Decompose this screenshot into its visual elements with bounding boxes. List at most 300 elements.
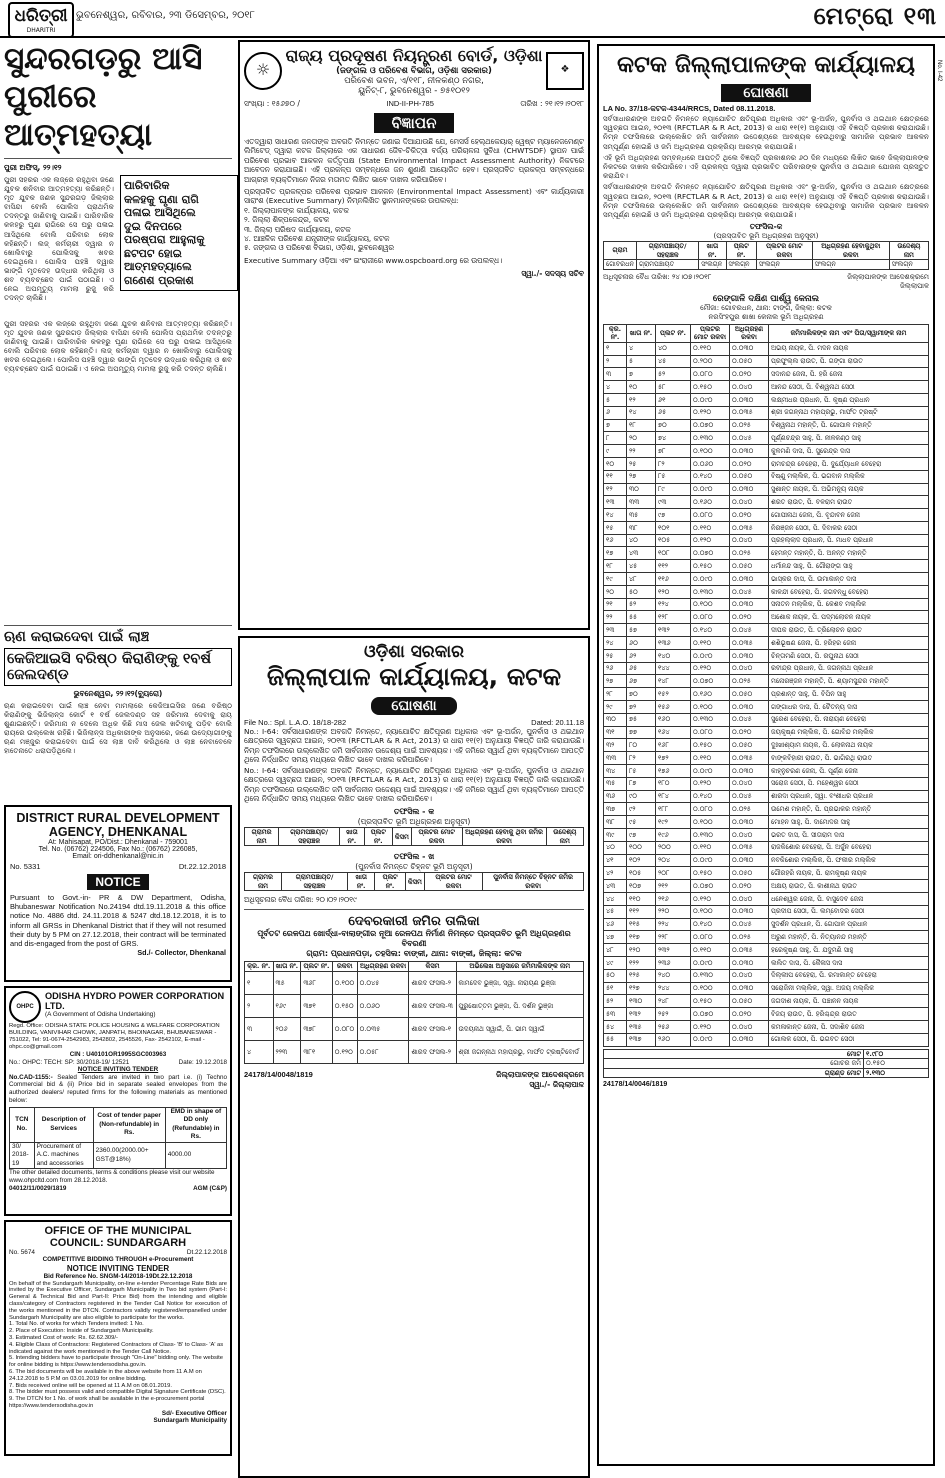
land-cell: ୪୩ — [604, 880, 627, 893]
cc-a-th-3: ଖାତା ନଂ. — [340, 828, 365, 846]
ohpc-th-desc: Description of Services — [34, 1107, 93, 1142]
land-cell: ୧୩୬ — [656, 637, 691, 650]
ohpc-th-cost: Cost of tender paper (Non-refundable) in Rs. — [93, 1107, 165, 1142]
ospcb-address-2: ୟୁନିଟ୍-୮, ଭୁବନେଶ୍ୱର - ୭୫୧୦୧୨ — [358, 86, 470, 96]
land-cell: ୦.୦୨୦ — [730, 880, 769, 893]
municipal-point-6: 6. The bid documents will be available in the above website from 11 A.M on 24.12.2018 to 5 P.M on 03.01.2019 for online bidding. — [9, 1368, 202, 1382]
ohpc-footer: The other detailed documents, terms & conditions please visit our website www.ohpcltd.com from 28.12.2018. — [9, 1169, 215, 1185]
lead-body: ପୁରୀ ସହରର ଏକ ଲଜ୍‌ରେ ରହୁଥିବା ଜଣେ ଯୁବକ ଶନିବାର ଆତ୍ମହତ୍ୟା କରିଛନ୍ତି। ମୃତ ଯୁବକ ଜଣକ ସୁନ୍ଦରଗଡ଼ ଜିଲ୍ଲାର ବାସିନ୍ଦା ବୋଲି ପୋଲିସ ପ୍ରାଥମିକ ତଦନ୍ତରୁ ଜାଣିବାକୁ ପାଇଛି। ପାରିବାରିକ କଳହରୁ ଘୃଣା ରାଗିରେ ସେ ଘରୁ ପଳାଇ ଆସିଥିଲେ ବୋଲି ପରିବାର ଲୋକ କହିଛନ୍ତି। ଲଜ୍ କର୍ମଚାରୀ ଦ୍ୱାର ନ ଖୋଲିବାରୁ ପୋଲିସକୁ ଖବର ଦେଇଥିଲେ। ପୋଲିସ ପହଞ୍ଚି ଦ୍ୱାର ଭାଙ୍ଗି ମୃତଦେହ ଉଦ୍ଧାର କରିଥିଲା ଓ ଶବ ବ୍ୟବଚ୍ଛେଦ ପାଇଁ ପଠାଇଛି। ଏ ନେଇ ଅପମୃତ୍ୟୁ ମାମଲା ରୁଜୁ କରି ତଦନ୍ତ ଚାଲିଛି। — [4, 319, 232, 374]
land-cell: ୦.୦୪୫ — [730, 624, 769, 637]
cc-b-th-3: ଖାତା ନଂ. — [348, 873, 375, 891]
railway-cell: ୦.୧୫୦ — [332, 994, 357, 1017]
ospcb-sign: ସ୍ୱା./- ସଦସ୍ୟ ସଚିବ — [521, 269, 584, 279]
land-cell: ୨୫ — [604, 649, 627, 662]
ospcb-body: ଏତଦ୍ୱାରା ସାଧାରଣ ଜନତାଙ୍କ ଅବଗତି ନିମନ୍ତେ ଜଣାଇ ଦିଆଯାଉଛି ଯେ, ମେସର୍ସ ହେଲ୍ଥକେୟାର୍ ୱେଷ୍ଟ ମ୍ୟାନେଜମେଣ୍ଟ ଲିମିଟେଡ୍ ଦ୍ୱାରା କଟକ ଜିଲ୍ଲାରେ ଏକ ସାଧାରଣ ଜୈବ-ଚିକିତ୍ସା ବର୍ଜ୍ୟ ପରିଚାଳନା ସୁବିଧା (CHWTSDF) ସ୍ଥାପନ ପାଇଁ ପରିବେଶ ପ୍ରଭାବ ଆକଳନ କର୍ତ୍ତୃପକ୍ଷ (State Environmental Impact Assessment Authority) ନିକଟରେ ଆବେଦନ କରାଯାଇଛି। ଏହି ପ୍ରକଳ୍ପ ସମ୍ବନ୍ଧରେ ଜନ ଶୁଣାଣି ଆୟୋଜିତ ହେବ। ପ୍ରସ୍ତାବିତ ପ୍ରକଳ୍ପ ସମ୍ବନ୍ଧରେ ଆଗ୍ରହୀ ବ୍ୟକ୍ତିମାନେ ନିଜର ମତାମତ ଲିଖିତ ଭାବେ ଦାଖଲ କରିପାରିବେ। — [244, 137, 584, 184]
land-cell: ୨୫୨ — [656, 1008, 691, 1021]
land-cell: ୧୧୦ — [627, 893, 656, 906]
ospcb-list-3: ୩. ଜିଲ୍ଲା ପରିଷଦ କାର୍ଯ୍ୟାଳୟ, କଟକ — [244, 224, 351, 234]
land-cell: ୨୬୦ — [656, 1033, 691, 1046]
land-cell: ରବୀନ୍ଦ୍ର ପ୍ରଧାନ, ପି. ଜଗନ୍ନାଥ ପ୍ରଧାନ — [769, 662, 929, 675]
land-cell: ୧୨୦ — [627, 944, 656, 957]
land-cell: ମୋହନ ସାହୁ, ପି. ଦାମୋଦର ସାହୁ — [769, 816, 929, 829]
land-cell: ନବକିଶୋର ମଲ୍ଲିକ, ପି. ଫକୀର ମଲ୍ଲିକ — [769, 854, 929, 867]
land-row — [604, 432, 929, 445]
land-cell: ୨୩ — [604, 624, 627, 637]
land-cell: ୨୨୦ — [656, 905, 691, 918]
land-cell: ୧୫୨ — [656, 688, 691, 701]
cc-a-th-4: ପ୍ଲଟ ନଂ. — [364, 828, 392, 846]
cc-sign-2: ସ୍ୱା./- ଜିଲ୍ଲାପାଳ — [529, 1079, 584, 1089]
land-cell: ୧୮୪ — [656, 790, 691, 803]
land-cell: ୧୩ — [604, 496, 627, 509]
land-cell: ଅଶୋକ ନାୟକ, ପି. ପଦ୍ମଲୋଚନ ନାୟକ — [769, 611, 929, 624]
cc-body-repeat: No.: I-64: ସର୍ବସାଧାରଣଙ୍କ ଅବଗତି ନିମନ୍ତେ, ନ୍ୟାଯୋଚିତ କ୍ଷତିପୂରଣ ଅଧିକାର ଏବଂ ଭୂ-ଅର୍ଜନ, ପୁନର୍ବାସ ଓ ଥଇଥାନ କ୍ଷେତ୍ରରେ ସ୍ୱଚ୍ଛତା ଆଇନ, ୨୦୧୩ (RFCTLAR & R Act, 2013) ର ଧାରା ୧୧(୧) ଅନୁଯାୟୀ ବିଜ୍ଞପ୍ତି ଜାରି କରାଯାଉଛି। ନିମ୍ନ ତଫସିଲରେ ଉଲ୍ଲେଖିତ ଜମି ସାର୍ବଜନୀନ ଉଦ୍ଦେଶ୍ୟ ପାଇଁ ଆବଶ୍ୟକ। ଏହି ଜମିରେ ସ୍ୱାର୍ଥ ଥିବା ବ୍ୟକ୍ତିମାନେ ଆପତ୍ତି ଥିଲେ ନିର୍ଦ୍ଧାରିତ ସମୟ ମଧ୍ୟରେ ଲିଖିତ ଭାବେ ଦାଖଲ କରିପାରିବେ। — [244, 766, 584, 804]
land-cell: ୦.୦୩୫ — [730, 637, 769, 650]
land-cell: ୧୬୮ — [656, 739, 691, 752]
cr-m-th-1: କ୍ର. ନଂ. — [604, 324, 627, 342]
land-cell: ୮୭ — [627, 777, 656, 790]
land-cell: ୦.୦୪୦ — [730, 381, 769, 394]
ohpc-cad: No.CAD-1155:- — [9, 1073, 53, 1081]
land-cell: ୨୮ — [604, 688, 627, 701]
ospcb-sub: (ଜଙ୍ଗଲ ଓ ପରିବେଶ ବିଭାଗ, ଓଡ଼ିଶା ସରକାର) — [336, 66, 492, 76]
railway-cell: ଉଦୟନାଥ ସ୍ୱାଇଁ, ପି. ଭୀମ ସ୍ୱାଇଁ — [456, 1017, 583, 1040]
cc-railway-sub: ପୂର୍ବତଟ ରେଳପଥ ଖୋର୍ଦ୍ଧା-ବାଲାଙ୍ଗୀର ନୂଆ ରେଳପଥ ନିର୍ମାଣ ନିମନ୍ତେ ପ୍ରସ୍ତାବିତ ଭୂମି ଅଧିଗ୍ରହଣର ବିବରଣୀ — [257, 929, 571, 949]
land-cell: ୦.୦୩୦ — [730, 854, 769, 867]
railway-cell: ୦.୧୦୦ — [332, 971, 357, 994]
land-cell: କାଳନ୍ଦୀ ବେହେରା, ପି. ଜଗବନ୍ଧୁ ବେହେରା — [769, 585, 929, 598]
land-cell: ୦.୦୯୦ — [691, 573, 730, 586]
land-row — [604, 611, 929, 624]
land-cell: ୦.୦୭୦ — [691, 880, 730, 893]
second-body: ଋଣ କରାଇଦେବା ପାଇଁ ଲାଞ୍ଚ ନେବା ମାମଲାରେ କେଜିଆଇସିର ଜଣେ ବରିଷ୍ଠ କିରାଣିଙ୍କୁ ଭିଜିଲାନ୍ସ କୋର୍ଟ ୧ ବର୍ଷ ଜେଲଦଣ୍ଡ ସହ ଜରିମାନା ଦେବାକୁ ରାୟ ଶୁଣାଇଛନ୍ତି। ଜରିମାନା ନ ଦେଲେ ଅଧିକ କିଛି ମାସ ଜେଲ ଖଟିବାକୁ ପଡ଼ିବ ବୋଲି ରାୟରେ ଉଲ୍ଲେଖ ରହିଛି। ଭିଜିଲାନ୍ସ ଅଧିକାରୀଙ୍କ ଅନୁସାରେ, ଜଣେ ଉଦ୍ୟୋଗୀଙ୍କୁ ଋଣ ମଞ୍ଜୁର କରାଇଦେବା ପାଇଁ ସେ ଲାଞ୍ଚ ଦାବି କରିଥିଲେ ଓ ଲାଞ୍ଚ ନେବାବେଳେ ହାତେନାତେ ଧରାପଡ଼ିଥିଲେ। — [4, 701, 232, 756]
municipal-point-3: 3. Estimated Cost of work: Rs. 62.62.309/- — [9, 1334, 118, 1341]
brand-name: ଧରିତ୍ରୀ — [14, 6, 68, 26]
land-cell: ୧୧୬ — [656, 573, 691, 586]
ohpc-title: ODISHA HYDRO POWER CORPORATION LTD. — [45, 991, 225, 1011]
land-cell: ୦.୦୯୦ — [691, 956, 730, 969]
land-cell: ୩୩ — [604, 752, 627, 765]
municipal-title-2: COUNCIL: SUNDARGARH — [49, 1237, 187, 1249]
land-cell: ୯ — [604, 445, 627, 458]
land-cell: ଲକ୍ଷ୍ମୀଧର ପ୍ରଧାନ, ପି. କୃଷ୍ଣ ପ୍ରଧାନ — [769, 393, 929, 406]
land-cell: ୦.୧୬୦ — [691, 496, 730, 509]
land-cell: ୦.୦୪୦ — [730, 534, 769, 547]
land-cell: ୦.୧୫୦ — [691, 381, 730, 394]
cc-tafsil-a: ତଫସିଲ - କ — [393, 807, 435, 817]
land-cell: ଧର୍ମାନନ୍ଦ ସାହୁ, ପି. ଗୌରାଙ୍ଗ ସାହୁ — [769, 560, 929, 573]
land-row — [604, 585, 929, 598]
sidebar-line-1: ପାରିବାରିକ — [124, 179, 170, 192]
land-cell: ୩୮ — [627, 521, 656, 534]
land-cell: ୦.୦୫୦ — [730, 355, 769, 368]
land-cell: ୦.୦୪୦ — [730, 1020, 769, 1033]
land-cell: ୧୭ — [604, 547, 627, 560]
railway-cell: ଶାରଦ ଫସଲ-୩ — [409, 994, 456, 1017]
land-cell: ୦.୧୨୦ — [691, 777, 730, 790]
lead-body-top: ପୁରୀ ସହରର ଏକ ଲଜ୍‌ରେ ରହୁଥିବା ଜଣେ ଯୁବକ ଶନିବାର ଆତ୍ମହତ୍ୟା କରିଛନ୍ତି। ମୃତ ଯୁବକ ଜଣକ ସୁନ୍ଦରଗଡ଼ ଜିଲ୍ଲାର ବାସିନ୍ଦା ବୋଲି ପୋଲିସ ପ୍ରାଥମିକ ତଦନ୍ତରୁ ଜାଣିବାକୁ ପାଇଛି। ପାରିବାରିକ କଳହରୁ ଘୃଣା ରାଗିରେ ସେ ଘରୁ ପଳାଇ ଆସିଥିଲେ ବୋଲି ପରିବାର ଲୋକ କହିଛନ୍ତି। ଲଜ୍ କର୍ମଚାରୀ ଦ୍ୱାର ନ ଖୋଲିବାରୁ ପୋଲିସକୁ ଖବର ଦେଇଥିଲେ। ପୋଲିସ ପହଞ୍ଚି ଦ୍ୱାର ଭାଙ୍ଗି ମୃତଦେହ ଉଦ୍ଧାର କରିଥିଲା ଓ ଶବ ବ୍ୟବଚ୍ଛେଦ ପାଇଁ ପଠାଇଛି। ଏ ନେଇ ଅପମୃତ୍ୟୁ ମାମଲା ରୁଜୁ କରି ତଦନ୍ତ ଚାଲିଛି। — [4, 175, 114, 303]
land-cell: ୧୨ — [627, 393, 656, 406]
land-cell: ୧୪୮ — [656, 675, 691, 688]
land-cell: ୦.୧୫୦ — [691, 867, 730, 880]
land-cell: ୦.୧୧୦ — [691, 521, 730, 534]
ohpc-sub: (A Government of Odisha Undertaking) — [45, 1011, 156, 1018]
cr-s-th-3: ଖାତା ନଂ. — [699, 242, 726, 260]
railway-cell: ୦.୦୫୮ — [357, 1040, 409, 1063]
land-cell: ୮୯ — [656, 483, 691, 496]
cr-tafsil: ତଫସିଲ-କ — [749, 222, 783, 232]
drda-notice — [4, 805, 232, 982]
municipal-sub: COMPETITIVE BIDDING THROUGH e-Procurement — [42, 1256, 194, 1263]
land-cell: ୭ — [627, 368, 656, 381]
land-cell: ୦.୧୨୦ — [691, 662, 730, 675]
land-cell: ୧୭୬ — [656, 765, 691, 778]
land-cell: ୦.୦୩୦ — [730, 905, 769, 918]
land-cell: ୨୦୪ — [656, 854, 691, 867]
cc-a-th-2: ଗ୍ରାମପଞ୍ଚାୟତ/ ସହରାଞ୍ଚଳ — [279, 828, 340, 846]
municipal-body: On behalf of the Sundargarh Municipality, on-line e-tender Percentage Rate Bids are invited by the Executive Officer, Sundargarh Municipality in Two bid system (Part-I: General & Technical Bid and Part-II: Price Bid) from the intending and eligible class/category of Contractors registered in the Tender Call Notice for execution of the works mentioned in the DTCN. Contractors validly registered/empanelled under Sundargarh Municipality are also eligible to participate for the works. — [9, 1280, 227, 1321]
railway-cell: ଶାରଦ ଫସଲ-୨ — [409, 971, 456, 994]
land-cell: ୦.୦୩୦ — [730, 701, 769, 714]
cc-r-th-5: ଅଧିଗ୍ରହଣ ରକବା — [357, 962, 409, 972]
ospcb-list-5: ୫. ଜଙ୍ଗଲ ଓ ପରିବେଶ ବିଭାଗ, ଓଡ଼ିଶା, ଭୁବନେଶ୍ୱର — [244, 243, 394, 253]
land-cell: ରାଜକିଶୋର ବେହେରା, ପି. ଅର୍ଜୁନ ବେହେରା — [769, 841, 929, 854]
railway-cell: ଶ୍ରୀ ଜଗନ୍ନାଥ ମହାପ୍ରଭୁ, ମାର୍ଫତ ଟ୍ରଷ୍ଟିବୋର୍ଡ — [456, 1040, 583, 1063]
land-cell: ୧୦୨ — [627, 854, 656, 867]
land-row — [604, 406, 929, 419]
land-cell: ୩୮ — [604, 816, 627, 829]
land-cell: ଭରତ ଦାସ, ପି. ସୀତାରାମ ଦାସ — [769, 829, 929, 842]
land-cell: ୦.୧୦୦ — [691, 816, 730, 829]
ohpc-td-emd: 4000.00 — [165, 1142, 226, 1169]
land-row — [604, 419, 929, 432]
land-cell: ୨୬ — [604, 662, 627, 675]
cc-a-th-1: ଗ୍ରାମର ନାମ — [245, 828, 279, 846]
land-row — [604, 509, 929, 522]
land-cell: ୦.୦୪୦ — [730, 893, 769, 906]
land-cell: ୦.୦୩୫ — [730, 406, 769, 419]
municipal-sign-2: Sundargarh Municipality — [153, 1416, 227, 1424]
land-cell: ୨୦୦ — [656, 841, 691, 854]
land-row — [604, 765, 929, 778]
land-cell: ୩୦ — [627, 483, 656, 496]
cr-valid-date: ଅଧିସୂଚନାର ବୈଧ ତାରିଖ: ୨୪।୦୭।୨୦୧୮ — [603, 272, 712, 281]
railway-cell: ପୁରୁଷୋତ୍ତମ ଭୁଞ୍ଜା, ପି. ଦର୍ଶନ ଭୁଞ୍ଜା — [456, 994, 583, 1017]
ohpc-regd: Regd. Office: ODISHA STATE POLICE HOUSING & WELFARE CORPORATION BUILDING, VANIVIHAR CHOWK, JANPATH, BHOINAGAR, BHUBANESWAR - 751022, Tel: 91-0674-2542983, 2542802, 2545526, Fax- 2542102, E-mail - ohpc.co@gmail.com — [9, 1023, 220, 1050]
land-cell: ୪ — [604, 381, 627, 394]
ospcb-label: ବିଜ୍ଞାପନ — [374, 113, 455, 133]
land-cell: ୪୮ — [604, 944, 627, 957]
land-cell: ୦.୦୭୦ — [691, 419, 730, 432]
land-cell: ବାଙ୍କବିହାରୀ ରାଉତ, ପି. ଭାଗିରଥି ରାଉତ — [769, 752, 929, 765]
land-cell: ୫୫ — [604, 1033, 627, 1046]
land-cell: ୩୫ — [604, 777, 627, 790]
land-cell: ୮୨ — [656, 457, 691, 470]
land-cell: ୦.୦୫୦ — [730, 739, 769, 752]
sidebar-line-3: ପଳାଇ ଆସିଥିଲେ — [124, 206, 196, 219]
land-cell: ୦.୦୩୦ — [730, 573, 769, 586]
land-cell: ୫୫ — [627, 611, 656, 624]
sidebar-line-8: ଗଣେଶ ପ୍ରକାଶ — [124, 273, 194, 287]
land-cell: ୫୩ — [604, 1008, 627, 1021]
cc-r-th-3: ପ୍ଲଟ ନଂ. — [301, 962, 332, 972]
ohpc-code: 04012/11/0029/1819 — [9, 1184, 67, 1192]
land-cell: ୦.୦୭୦ — [691, 1008, 730, 1021]
ospcb-memo: ସଂଖ୍ୟା : ୧୫୬୭୦ / — [244, 99, 300, 108]
cc-tafsil-b: ତଫସିଲ - ଖ — [393, 852, 435, 862]
land-row — [604, 560, 929, 573]
cc-title: ଜିଲ୍ଲାପାଳ କାର୍ଯ୍ୟାଳୟ, କଟକ — [266, 662, 562, 691]
cc-r-th-6: କିସମ — [409, 962, 456, 972]
center-column — [238, 40, 590, 1470]
land-row — [604, 854, 929, 867]
land-cell: ୫ — [604, 393, 627, 406]
land-cell: ୦.୦୨୫ — [730, 931, 769, 944]
land-cell: ୧୮୮ — [656, 803, 691, 816]
municipal-no: No. 5674 — [9, 1249, 35, 1256]
land-cell: ୦.୦୨୫ — [730, 419, 769, 432]
land-row — [604, 880, 929, 893]
land-row — [604, 829, 929, 842]
land-cell: ୦.୧୩୦ — [691, 585, 730, 598]
land-cell: ୨୦ — [627, 432, 656, 445]
land-cell: ଶ୍ରୀ ଜଗନ୍ନାଥ ମହାପ୍ରଭୁ, ମାର୍ଫତ ଟ୍ରଷ୍ଟି — [769, 406, 929, 419]
land-cell: ୭୮ — [656, 445, 691, 458]
drda-sign: Sd./- Collector, Dhenkanal — [137, 948, 226, 958]
land-cell: ୧୯ — [604, 573, 627, 586]
cr-s-td-1: ଗୋବରଧନ — [604, 260, 637, 270]
municipal-sign-1: Sd/- Executive Officer — [161, 1409, 227, 1417]
cc-a-th-8: ଉଦ୍ଦେଶ୍ୟ ନାମ — [546, 828, 583, 846]
cr-sign-2: ଜିଲ୍ଲାପାଳ — [899, 281, 929, 290]
land-cell: ୨୧ — [604, 598, 627, 611]
land-cell: ୧୯୨ — [656, 816, 691, 829]
cr-project-place: ମୌଜା: ଗୋବରଧନ, ଥାନା: ଟାଙ୍ଗି, ଜିଲ୍ଲା: କଟକ — [700, 303, 832, 312]
land-row — [604, 547, 929, 560]
land-cell: ଜୟକୃଷ୍ଣ ମଲ୍ଲିକ, ପି. ଗୋବିନ୍ଦ ମଲ୍ଲିକ — [769, 726, 929, 739]
cc-a-th-7: ଅଧିଗ୍ରହଣ ହେବାକୁ ଥିବା ଜମିର ରକବା — [462, 828, 546, 846]
railway-cell: ୨୦୬ — [273, 1017, 301, 1040]
land-cell: ୨୨୪ — [656, 918, 691, 931]
land-cell: ୦.୦୫୦ — [730, 995, 769, 1008]
land-cell: ୫୨ — [656, 368, 691, 381]
land-cell: ୦.୦୨୫ — [730, 675, 769, 688]
land-cell: ୮୦ — [627, 739, 656, 752]
railway-cell: ୦.୦୩୫ — [357, 1017, 409, 1040]
land-cell: ୩୬ — [604, 790, 627, 803]
railway-cell: ୨ — [245, 994, 274, 1017]
drda-phone: Tel. No. (06762) 224506, Fax No.: (06762) 226085, — [38, 846, 198, 853]
land-cell: ୨୯ — [604, 701, 627, 714]
land-cell: ପ୍ରଶାନ୍ତ ସାହୁ, ପି. ବିପିନ ସାହୁ — [769, 688, 929, 701]
railway-cell: ୩୫ — [273, 971, 301, 994]
land-cell: ୧୩୨ — [627, 1008, 656, 1021]
cr-s-td-7: ସଂଲଗ୍ନ — [889, 260, 928, 270]
land-cell: ୫ — [627, 355, 656, 368]
land-cell: ୨ — [604, 355, 627, 368]
land-cell: ୦.୧୨୦ — [691, 1020, 730, 1033]
land-cell: ୧୮ — [627, 419, 656, 432]
land-cell: ୨୭ — [604, 675, 627, 688]
land-cell: ୨୪୪ — [656, 982, 691, 995]
land-row — [604, 790, 929, 803]
cc-r-th-1: କ୍ର. ନଂ. — [245, 962, 274, 972]
land-cell: ୧୮ — [604, 560, 627, 573]
land-cell: ପ୍ରହଲ୍ଲାଦ ପ୍ରଧାନ, ପି. ମାଧବ ପ୍ରଧାନ — [769, 534, 929, 547]
land-cell: ୧୩୭ — [627, 1033, 656, 1046]
land-cell: ୨୨୮ — [656, 931, 691, 944]
land-cell: ୦.୧୦୦ — [691, 701, 730, 714]
cc-r-th-2: ଖାତା ନଂ. — [273, 962, 301, 972]
cr-title: କଟକ ଜିଲ୍ଲାପାଳଙ୍କ କାର୍ଯ୍ୟାଳୟ — [617, 52, 915, 78]
land-cell: ୧୬୦ — [656, 713, 691, 726]
land-cell: ୧୩୦ — [627, 995, 656, 1008]
ospcb-notice — [238, 40, 590, 630]
land-cell: ୦.୧୫୦ — [691, 560, 730, 573]
land-row — [604, 713, 929, 726]
land-cell: ୦.୦୯୦ — [691, 483, 730, 496]
land-cell: ୦.୦୪୫ — [730, 432, 769, 445]
railway-cell: ୨୨୩ — [273, 1040, 301, 1063]
cc-sign-1: ଜିଲ୍ଲାପାଳଙ୍କ ଆଦେଶକ୍ରମେ — [496, 1069, 584, 1079]
newspaper-logo — [8, 2, 74, 38]
land-cell: ୧୦୦ — [627, 841, 656, 854]
land-cell: କାହ୍ନୁଚରଣ ଜେନା, ପି. ପୂର୍ଣ୍ଣ ଜେନା — [769, 765, 929, 778]
sidebar-line-6: ଛଟପଟ ହୋଇ — [124, 246, 182, 260]
land-cell: ୧୦୭ — [627, 880, 656, 893]
land-cell: ଦିଲ୍ଲୀପ ବେହେରା, ପି. ରମାକାନ୍ତ ବେହେରା — [769, 969, 929, 982]
land-row — [604, 867, 929, 880]
land-cell: ୧୦୫ — [656, 534, 691, 547]
land-cell: ୧୬ — [604, 534, 627, 547]
ohpc-date: Date: 19.12.2018 — [178, 1058, 227, 1066]
ospcb-emblem-icon: ❖ — [546, 52, 584, 90]
land-row — [604, 982, 929, 995]
land-cell: ଆନନ୍ଦ ସେଠୀ, ପି. ବିଶ୍ୱନାଥ ସେଠୀ — [769, 381, 929, 394]
land-row — [604, 701, 929, 714]
land-row — [604, 777, 929, 790]
ospcb-list-4: ୪. ଆଞ୍ଚଳିକ ପରିବେଶ ଯନ୍ତ୍ରୀଙ୍କ କାର୍ଯ୍ୟାଳୟ, କଟକ — [244, 234, 390, 244]
land-row — [604, 342, 929, 355]
land-row — [604, 1020, 929, 1033]
land-cell: ୧୦ — [604, 457, 627, 470]
land-cell: ୩୩ — [627, 496, 656, 509]
railway-cell: ୦.୦୮୦ — [332, 1017, 357, 1040]
municipal-point-4: 4. Eligible Class of Contractors: Registered Contractors of Class- 'B' to Class- 'A' as indicated against the work mentioned in the Tender Call Notice. — [9, 1341, 224, 1355]
cc-body: No.: I-64: ସର୍ବସାଧାରଣଙ୍କ ଅବଗତି ନିମନ୍ତେ, ନ୍ୟାଯୋଚିତ କ୍ଷତିପୂରଣ ଅଧିକାର ଏବଂ ଭୂ-ଅର୍ଜନ, ପୁନର୍ବାସ ଓ ଥଇଥାନ କ୍ଷେତ୍ରରେ ସ୍ୱଚ୍ଛତା ଆଇନ, ୨୦୧୩ (RFCTLAR & R Act, 2013) ର ଧାରା ୧୧(୧) ଅନୁଯାୟୀ ବିଜ୍ଞପ୍ତି ଜାରି କରାଯାଉଛି। ନିମ୍ନ ତଫସିଲରେ ଉଲ୍ଲେଖିତ ଜମି ସାର୍ବଜନୀନ ଉଦ୍ଦେଶ୍ୟ ପାଇଁ ଆବଶ୍ୟକ। ଏହି ଜମିରେ ସ୍ୱାର୍ଥ ଥିବା ବ୍ୟକ୍ତିମାନେ ଆପତ୍ତି ଥିଲେ ନିର୍ଦ୍ଧାରିତ ସମୟ ମଧ୍ୟରେ ଲିଖିତ ଭାବେ ଦାଖଲ କରିପାରିବେ। — [244, 727, 584, 764]
land-cell: ୦.୦୨୫ — [730, 803, 769, 816]
land-cell: ୦.୦୩୫ — [730, 944, 769, 957]
lead-headline-2: ପୁରୀରେ ଆତ୍ମହତ୍ୟା — [4, 79, 153, 153]
land-row — [604, 905, 929, 918]
land-cell: ୦.୧୩୦ — [691, 713, 730, 726]
land-cell: ୪୧ — [604, 854, 627, 867]
land-cell: ୦.୦୪୦ — [730, 829, 769, 842]
sidebar-line-2: କଳହକୁ ଘୃଣା ରାଗି — [124, 192, 199, 206]
ospcb-logo: ☼ — [244, 52, 282, 90]
land-cell: ୦.୦୪୦ — [730, 969, 769, 982]
land-cell: ୧୮୦ — [656, 777, 691, 790]
municipal-point-2: 2. Place of Execution: Inside of Sundargarh Municipality. — [9, 1328, 154, 1335]
sidebar-line-5: ପରଷ୍ପରା ଆହୁଲାକୁ — [124, 233, 205, 246]
land-cell: ୪୩ — [627, 547, 656, 560]
drda-body: Pursuant to Govt.-in- PR & DW Department, Odisha, Bhubaneswar Notification No.24194 dtd.19.11.2018 & this office notice No. 4886 dtd. 24.11.2018 & 5247 dtd.18.12.2018, it is to inform all GRSs in Dhenkanal District that if they will not resumed their duty by 5 PM on 27.12.2018, their contract will be terminated and dis-engaged from the post of GRS. — [10, 893, 226, 949]
land-cell: ୦.୦୩୫ — [730, 752, 769, 765]
ospcb-list-1: ୧. ଜିଲ୍ଲାପାଳଙ୍କ କାର୍ଯ୍ୟାଳୟ, କଟକ — [244, 205, 349, 215]
land-cell: ୨୧୨ — [656, 880, 691, 893]
collector-notice-center — [238, 636, 590, 1478]
land-cell: ୦.୧୩୦ — [691, 432, 730, 445]
land-cell: ୦.୦୨୫ — [730, 547, 769, 560]
land-cell: ୦.୧୫୦ — [691, 995, 730, 1008]
land-cell: ୦.୧୨୦ — [691, 406, 730, 419]
land-cell: ୦.୦୬୦ — [691, 457, 730, 470]
land-cell: ବିଜୟ ରାଉତ, ପି. ହରିଶ୍ଚନ୍ଦ୍ର ରାଉତ — [769, 1008, 929, 1021]
land-cell: ସଦାନନ୍ଦ ଜେନା, ପି. ହରି ଜେନା — [769, 368, 929, 381]
land-cell: ୨୪୦ — [656, 969, 691, 982]
land-cell: ୨୦୮ — [656, 867, 691, 880]
land-row — [604, 381, 929, 394]
cc-tafsil-a-sub: (ପ୍ରସ୍ତାବିତ ଭୂମି ଅଧିଗ୍ରହଣ ଅନୁସୂଚୀ) — [357, 817, 471, 827]
municipal-point-9: 9. The DTCN for 1 No. of work shall be available in the e-procurement portal https://www.tendersodisha.gov.in — [9, 1396, 205, 1409]
ohpc-cin: CIN : U40101OR1995SGC003963 — [69, 1051, 167, 1058]
land-cell: ୭୭ — [627, 726, 656, 739]
land-cell: ୦.୧୪୦ — [691, 790, 730, 803]
drda-email: Email: ori-ddhenkanal@nic.in — [72, 853, 164, 860]
land-cell: ମନୋରଞ୍ଜନ ମହାନ୍ତି, ପି. ଶ୍ୟାମସୁନ୍ଦର ମହାନ୍ତି — [769, 675, 929, 688]
land-row — [604, 649, 929, 662]
land-cell: ୧୨୫ — [627, 969, 656, 982]
land-row — [604, 445, 929, 458]
cr-project-sub: ନରସିଂହପୁର ଶାଖା କେନାଲ ଭୂମି ଅଧିଗ୍ରହଣ — [708, 312, 824, 321]
railway-cell: ଶାରଦ ଫସଲ-୧ — [409, 1017, 456, 1040]
land-cell: ୦.୦୫୦ — [730, 867, 769, 880]
land-cell: ସରୋଜିନୀ ମଲ୍ଲିକ, ସ୍ୱା. ଅଜୟ ମଲ୍ଲିକ — [769, 982, 929, 995]
land-cell: ୪୫ — [656, 355, 691, 368]
land-cell: ୩୧ — [604, 726, 627, 739]
municipal-date: Dt.22.12.2018 — [186, 1249, 227, 1256]
land-cell: ୦.୦୯୦ — [691, 1033, 730, 1046]
land-cell: ଶରତ ରାଉତ, ପି. ବଳରାମ ରାଉତ — [769, 496, 929, 509]
land-row — [604, 470, 929, 483]
land-cell: ଉମେଶ ମହାନ୍ତି, ପି. ପ୍ରଭାକର ମହାନ୍ତି — [769, 803, 929, 816]
railway-cell: ୩୬୮ — [301, 971, 332, 994]
land-cell: ଶାରଦା ପ୍ରଧାନ, ସ୍ୱା. ବଂଶୀଧର ପ୍ରଧାନ — [769, 790, 929, 803]
municipal-point-1: 1. Total No. of works for which Tenders invited: 1 No. — [9, 1321, 144, 1328]
cc-tafsil-b-sub: (ପୁନର୍ବାସ ନିମନ୍ତେ ଚିହ୍ନଟ ଭୂମି ଅନୁସୂଚୀ) — [355, 862, 473, 872]
land-cell: ୦.୦୪୦ — [730, 662, 769, 675]
land-cell: ୦.୧୨୦ — [691, 893, 730, 906]
land-cell: ୦.୦୨୦ — [730, 611, 769, 624]
land-cell: ୨୪ — [604, 637, 627, 650]
land-cell: ପୂର୍ଣ୍ଣଚନ୍ଦ୍ର ସାହୁ, ପି. ନୀଳକଣ୍ଠ ସାହୁ — [769, 432, 929, 445]
land-cell: ଗୋପୀନାଥ ଜେନା, ପି. ବୃନ୍ଦାବନ ଜେନା — [769, 509, 929, 522]
cc-railway-title: ଦେବରକାରୀ ଜମିର ତାଲିକା — [348, 914, 480, 930]
land-cell: ୪୦ — [656, 342, 691, 355]
land-row — [604, 534, 929, 547]
land-cell: ୬୦ — [627, 637, 656, 650]
land-cell: ୩୦ — [604, 713, 627, 726]
cc-railway-place: ଗ୍ରାମ: ପ୍ରଧାନପଡ଼ା, ତହସିଲ: ବାଙ୍କୀ, ଥାନା: ବାଙ୍କୀ, ଜିଲ୍ଲା: କଟକ — [306, 949, 522, 959]
cr-body-2: ଏହି ଭୂମି ଅଧିଗ୍ରହଣ ସମ୍ବନ୍ଧରେ ଆପତ୍ତି ଥିଲେ ବିଜ୍ଞପ୍ତି ପ୍ରକାଶନର ୬୦ ଦିନ ମଧ୍ୟରେ ଲିଖିତ ଭାବେ ଜିଲ୍ଲାପାଳଙ୍କ ନିକଟରେ ଦାଖଲ କରିପାରିବେ। ଏହି ପ୍ରକଳ୍ପ ଦ୍ୱାରା ପ୍ରଭାବିତ ପରିବାରଙ୍କ ପୁନର୍ବାସ ଓ ଥଇଥାନ ଯୋଜନା ପ୍ରସ୍ତୁତ କରାଯିବ। — [603, 152, 929, 181]
land-cell: ଚିନ୍ତାମଣି ସେଠୀ, ପି. ରଘୁନାଥ ସେଠୀ — [769, 649, 929, 662]
land-row — [604, 944, 929, 957]
cr-label: ଘୋଷଣା — [721, 84, 810, 102]
land-cell: ୧୧୫ — [627, 918, 656, 931]
land-cell: ସୁରେଶ ବେହେରା, ପି. ନାରାୟଣ ବେହେରା — [769, 713, 929, 726]
land-cell: ୦.୧୧୦ — [691, 637, 730, 650]
land-cell: ୦.୦୯୦ — [691, 765, 730, 778]
